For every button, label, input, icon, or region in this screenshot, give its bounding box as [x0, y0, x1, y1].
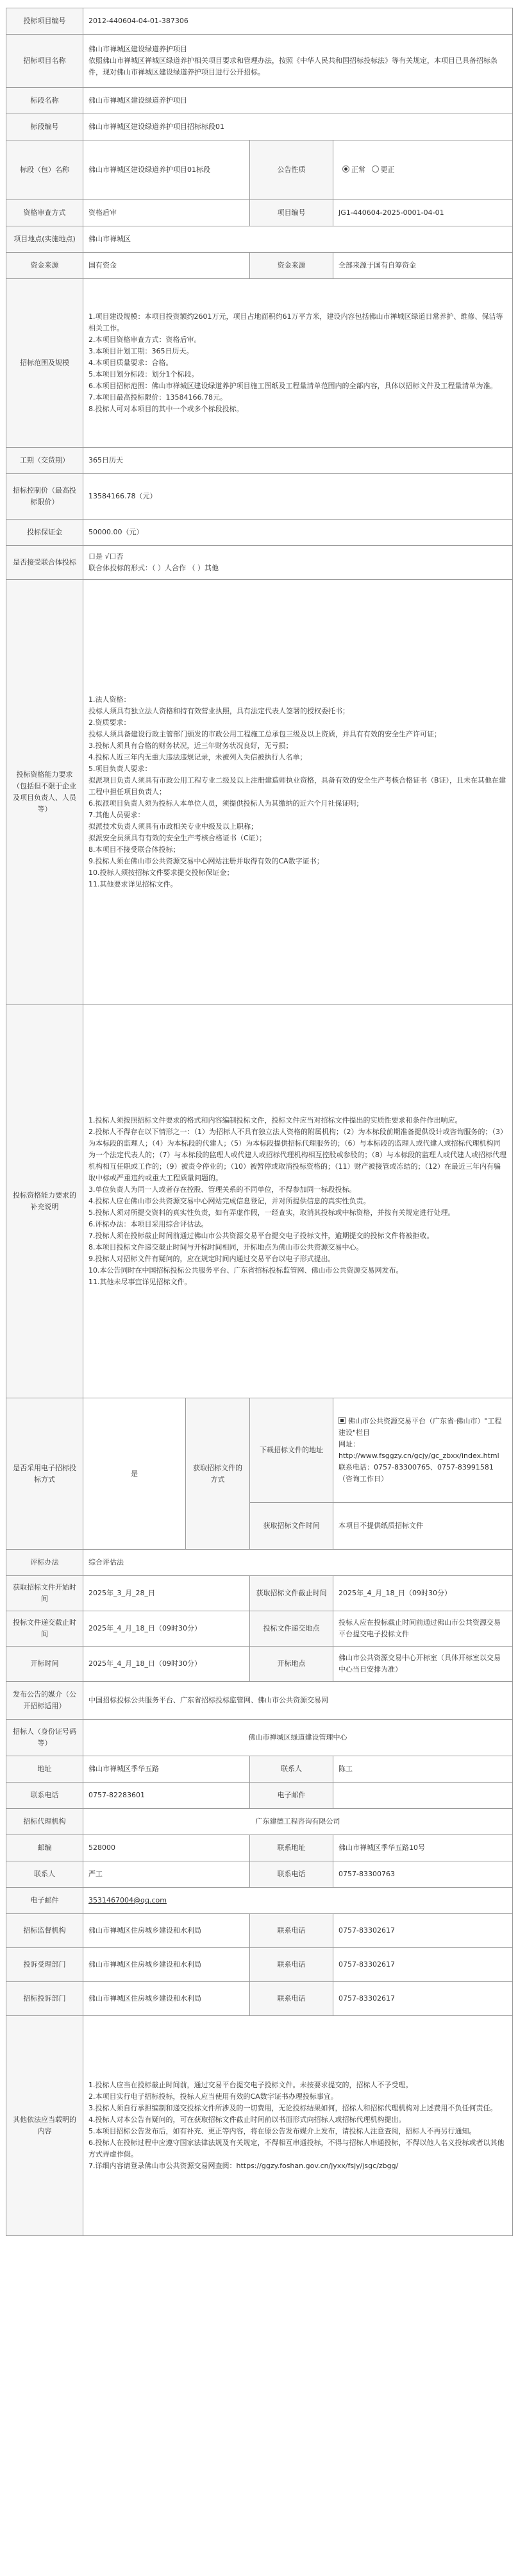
- row-label: 联系电话: [250, 1914, 333, 1948]
- row-label: 是否接受联合体投标: [6, 546, 83, 580]
- row-label: 获取招标文件的方式: [186, 1398, 250, 1550]
- agency-name: 广东建德工程咨询有限公司: [83, 1809, 513, 1835]
- bid-deposit: 50000.00（元）: [83, 520, 513, 546]
- supervisor-phone: 0757-83302617: [333, 1914, 513, 1948]
- row-label: 招标投诉部门: [6, 1982, 83, 2016]
- agency-email[interactable]: 3531467004@qq.com: [83, 1888, 513, 1914]
- row-label: 获取招标文件时间: [250, 1503, 333, 1550]
- qualification-method: 资格后审: [83, 200, 250, 226]
- row-label: 标段编号: [6, 114, 83, 140]
- agency-contact: 严工: [83, 1861, 250, 1888]
- project-name: 佛山市禅城区建设绿道养护项目 依照佛山市禅城区禅城区绿道养护相关项目要求和管理办法，按照《中华人民共和国招标投标法》等有关规定，本项目已具备招标条件，现对佛山市禅城区建设绿道养护项目进行公开招标。: [83, 35, 513, 88]
- appeal-phone: 0757-83302617: [333, 1982, 513, 2016]
- funding-source: 国有资金: [83, 253, 250, 279]
- checkbox-online[interactable]: [338, 1417, 346, 1424]
- row-label: 邮编: [6, 1835, 83, 1861]
- row-label: 发布公告的媒介（公开招标适用）: [6, 1682, 83, 1720]
- row-label: 是否采用电子招标投标方式: [6, 1398, 83, 1550]
- row-label: 资格审查方式: [6, 200, 83, 226]
- tenderer-phone: 0757-82283601: [83, 1783, 250, 1809]
- row-label: 投标文件递交截止时间: [6, 1611, 83, 1647]
- row-label: 资金来源: [6, 253, 83, 279]
- row-label: 联系电话: [250, 1948, 333, 1982]
- project-location: 佛山市禅城区: [83, 226, 513, 253]
- radio-normal[interactable]: [342, 165, 349, 173]
- row-label: 电子邮件: [6, 1888, 83, 1914]
- row-label: 投标文件递交地点: [250, 1611, 333, 1647]
- appeal-dept: 佛山市禅城区住房城乡建设和水利局: [83, 1982, 250, 2016]
- agency-postcode: 528000: [83, 1835, 250, 1861]
- row-label: 联系电话: [6, 1783, 83, 1809]
- submit-place: 投标人应在投标截止时间前通过佛山市公共资源交易平台提交电子投标文件: [333, 1611, 513, 1647]
- row-label: 招标控制价（最高投标限价）: [6, 474, 83, 520]
- row-label: 标段名称: [6, 88, 83, 114]
- row-label: 项目编号: [250, 200, 333, 226]
- submit-deadline: 2025年_4_月_18_日（09时30分）: [83, 1611, 250, 1647]
- row-label: 招标范围及规模: [6, 279, 83, 448]
- row-label: 招标监督机构: [6, 1914, 83, 1948]
- electronic-bidding: 是: [83, 1398, 186, 1550]
- project-number: JG1-440604-2025-0001-04-01: [333, 200, 513, 226]
- row-label: 投标资格能力要求（包括但不限于企业及项目负责人、人员等）: [6, 580, 83, 1005]
- complaint-phone: 0757-83302617: [333, 1948, 513, 1982]
- bid-section-code: 佛山市禅城区建设绿道养护项目招标标段01: [83, 114, 513, 140]
- row-label: 公告性质: [250, 140, 333, 200]
- funding-plan: 全部来源于国有自筹资金: [333, 253, 513, 279]
- row-label: 招标代理机构: [6, 1809, 83, 1835]
- max-bid-price: 13584166.78（元）: [83, 474, 513, 520]
- row-label: 联系人: [250, 1756, 333, 1783]
- row-label: 投标保证金: [6, 520, 83, 546]
- open-place: 佛山市公共资源交易中心开标室（具体开标室以交易中心当日安排为准）: [333, 1647, 513, 1682]
- other-notes: 1.投标人应当在投标截止时间前，通过交易平台提交电子投标文件。未按要求提交的，招标人不予受理。 2.本项目实行电子招标投标，投标人应当使用有效的CA数字证书办理投标事宜。 3.投标人须自行承担编制和递交投标文件所涉及的一切费用，无论投标结果如何，招标人和招标代理机构对上述费用不负任何责任。 4.投标人对本公告有疑问的，可在获取招标文件截止时间前以书面形式向招标人或招标代理机构提出。 5.本项目招标公告发布后，如有补充、更正等内容，将在原公告发布媒介上发布，请投标人注意查阅，招标人不再另行通知。 6.投标人在投标过程中应遵守国家法律法规及有关规定，不得相互串通投标，不得与招标人串通投标，不得以他人名义投标或者以其他方式弄虚作假。 7.详细内容请登录佛山市公共资源交易网查阅：https://ggzy.foshan.gov.cn/jyxx/fsjy/jsgc/zbgg/: [83, 2016, 513, 2236]
- open-time: 2025年_4_月_18_日（09时30分）: [83, 1647, 250, 1682]
- row-label: 投标资格能力要求的补充说明: [6, 1005, 83, 1398]
- row-label: 联系电话: [250, 1861, 333, 1888]
- tenderer-name: 佛山市禅城区绿道建设管理中心: [83, 1720, 513, 1756]
- supervisor-name: 佛山市禅城区住房城乡建设和水利局: [83, 1914, 250, 1948]
- row-label: 资金来源: [250, 253, 333, 279]
- row-label: 电子邮件: [250, 1783, 333, 1809]
- row-label: 获取招标文件开始时间: [6, 1576, 83, 1611]
- row-label: 招标人（身份证号码等）: [6, 1720, 83, 1756]
- row-label: 标段（包）名称: [6, 140, 83, 200]
- row-label: 其他依法应当载明的内容: [6, 2016, 83, 2236]
- evaluation-method: 综合评估法: [83, 1550, 513, 1576]
- tenderer-contact: 陈工: [333, 1756, 513, 1783]
- bid-section-name: 佛山市禅城区建设绿道养护项目: [83, 88, 513, 114]
- tender-notice-table: [6, 8, 513, 2236]
- row-label: 投标项目编号: [6, 8, 83, 35]
- section-package-name: 佛山市禅城区建设绿道养护项目01标段: [83, 140, 250, 200]
- row-label: 地址: [6, 1756, 83, 1783]
- consortium-bid: 口是 √口否 联合体投标的形式：（ ）人合作 （ ）其他: [83, 546, 513, 580]
- publish-media: 中国招标投标公共服务平台、广东省招标投标监管网、佛山市公共资源交易网: [83, 1682, 513, 1720]
- row-label: 开标地点: [250, 1647, 333, 1682]
- project-code: 2012-440604-04-01-387306: [83, 8, 513, 35]
- row-label: 投诉受理部门: [6, 1948, 83, 1982]
- download-address: 佛山市公共资源交易平台（广东省·佛山市）"工程建设"栏目 网址：http://www.fsggzy.cn/gcjy/gc_zbxx/index.html 联系电话：0757-83300765、0757-83991581（咨询工作日）: [333, 1398, 513, 1503]
- notice-type: 正常 更正: [333, 140, 513, 200]
- tenderer-address: 佛山市禅城区季华五路: [83, 1756, 250, 1783]
- complaint-dept: 佛山市禅城区住房城乡建设和水利局: [83, 1948, 250, 1982]
- row-label: 开标时间: [6, 1647, 83, 1682]
- tender-notice: [6, 8, 512, 2236]
- row-label: 联系人: [6, 1861, 83, 1888]
- download-time: 本项目不提供纸质招标文件: [333, 1503, 513, 1550]
- agency-phone: 0757-83300763: [333, 1861, 513, 1888]
- row-label: 获取招标文件截止时间: [250, 1576, 333, 1611]
- doc-start-time: 2025年_3_月_28_日: [83, 1576, 250, 1611]
- row-label: 工期（交货期）: [6, 448, 83, 474]
- tender-scope: 1.项目建设规模：本项目投资额约2601万元，项目占地面积约61万平方米，建设内容包括佛山市禅城区绿道日常养护、维修、保洁等相关工作。 2.本项目资格审查方式：资格后审。 3.本项目计划工期：365日历天。 4.本项目质量要求：合格。 5.本项目划分标段：划分1个标段。 6.本项目招标范围：佛山市禅城区建设绿道养护项目施工图纸及工程量清单范围内的全部内容，具体以招标文件及工程量清单为准。 7.本项目最高投标限价：13584166.78元。 8.投标人可对本项目的其中一个或多个标段投标。: [83, 279, 513, 448]
- row-label: 下载招标文件的地址: [250, 1398, 333, 1503]
- tenderer-email: [333, 1783, 513, 1809]
- row-label: 联系电话: [250, 1982, 333, 2016]
- doc-end-time: 2025年_4_月_18_日（09时30分）: [333, 1576, 513, 1611]
- row-label: 联系地址: [250, 1835, 333, 1861]
- agency-address: 佛山市禅城区季华五路10号: [333, 1835, 513, 1861]
- row-label: 招标项目名称: [6, 35, 83, 88]
- qualification-requirements: 1.法人资格： 投标人须具有独立法人资格和持有效营业执照，具有法定代表人签署的授权委托书； 2.资质要求： 投标人须具备建设行政主管部门颁发的市政公用工程施工总承包三级及以上资质，并具有有效的安全生产许可证； 3.投标人须具有合格的财务状况，近三年财务状况良好，无亏损； 4.投标人近三年内无重大违法违规记录，未被列入失信被执行人名单； 5.项目负责人要求： 拟派项目负责人须具有市政公用工程专业二级及以上注册建造师执业资格，具备有效的安全生产考核合格证书（B证），且未在其他在建工程中担任项目负责人； 6.拟派项目负责人须为投标人本单位人员，须提供投标人为其缴纳的近六个月社保证明； 7.其他人员要求： 拟派技术负责人须具有市政相关专业中级及以上职称； 拟派安全员须具有有效的安全生产考核合格证书（C证）； 8.本项目不接受联合体投标； 9.投标人须在佛山市公共资源交易中心网站注册并取得有效的CA数字证书； 10.投标人须按招标文件要求提交投标保证金； 11.其他要求详见招标文件。: [83, 580, 513, 1005]
- radio-correction[interactable]: [372, 165, 379, 173]
- row-label: 项目地点(实施地点): [6, 226, 83, 253]
- row-label: 评标办法: [6, 1550, 83, 1576]
- qualification-supplement: 1.投标人须按照招标文件要求的格式和内容编制投标文件，投标文件应当对招标文件提出的实质性要求和条件作出响应。 2.投标人不得存在以下情形之一：（1）为招标人不具有独立法人资格的附属机构；（2）为本标段前期准备提供设计或咨询服务的；（3）为本标段的监理人；（4）为本标段的代建人；（5）为本标段提供招标代理服务的；（6）与本标段的监理人或代建人或招标代理机构同为一个法定代表人的；（7）与本标段的监理人或代建人或招标代理机构相互控股或参股的；（8）与本标段的监理人或代建人或招标代理机构相互任职或工作的；（9）被责令停业的；（10）被暂停或取消投标资格的；（11）财产被接管或冻结的；（12）在最近三年内有骗取中标或严重违约或重大工程质量问题的。 3.单位负责人为同一人或者存在控股、管理关系的不同单位，不得参加同一标段投标。 4.投标人应在佛山市公共资源交易中心网站完成信息登记，并对所提供信息的真实性负责。 5.投标人须对所提交资料的真实性负责，如有弄虚作假，一经查实，取消其投标或中标资格，并按有关规定进行处理。 6.评标办法：本项目采用综合评估法。 7.投标人须在投标截止时间前通过佛山市公共资源交易平台提交电子投标文件，逾期提交的投标文件将被拒收。 8.本项目投标文件递交截止时间与开标时间相同，开标地点为佛山市公共资源交易中心。 9.投标人对招标文件有疑问的，应在规定时间内通过交易平台以电子形式提出。 10.本公告同时在中国招标投标公共服务平台、广东省招标投标监管网、佛山市公共资源交易网发布。 11.其他未尽事宜详见招标文件。: [83, 1005, 513, 1398]
- construction-period: 365日历天: [83, 448, 513, 474]
